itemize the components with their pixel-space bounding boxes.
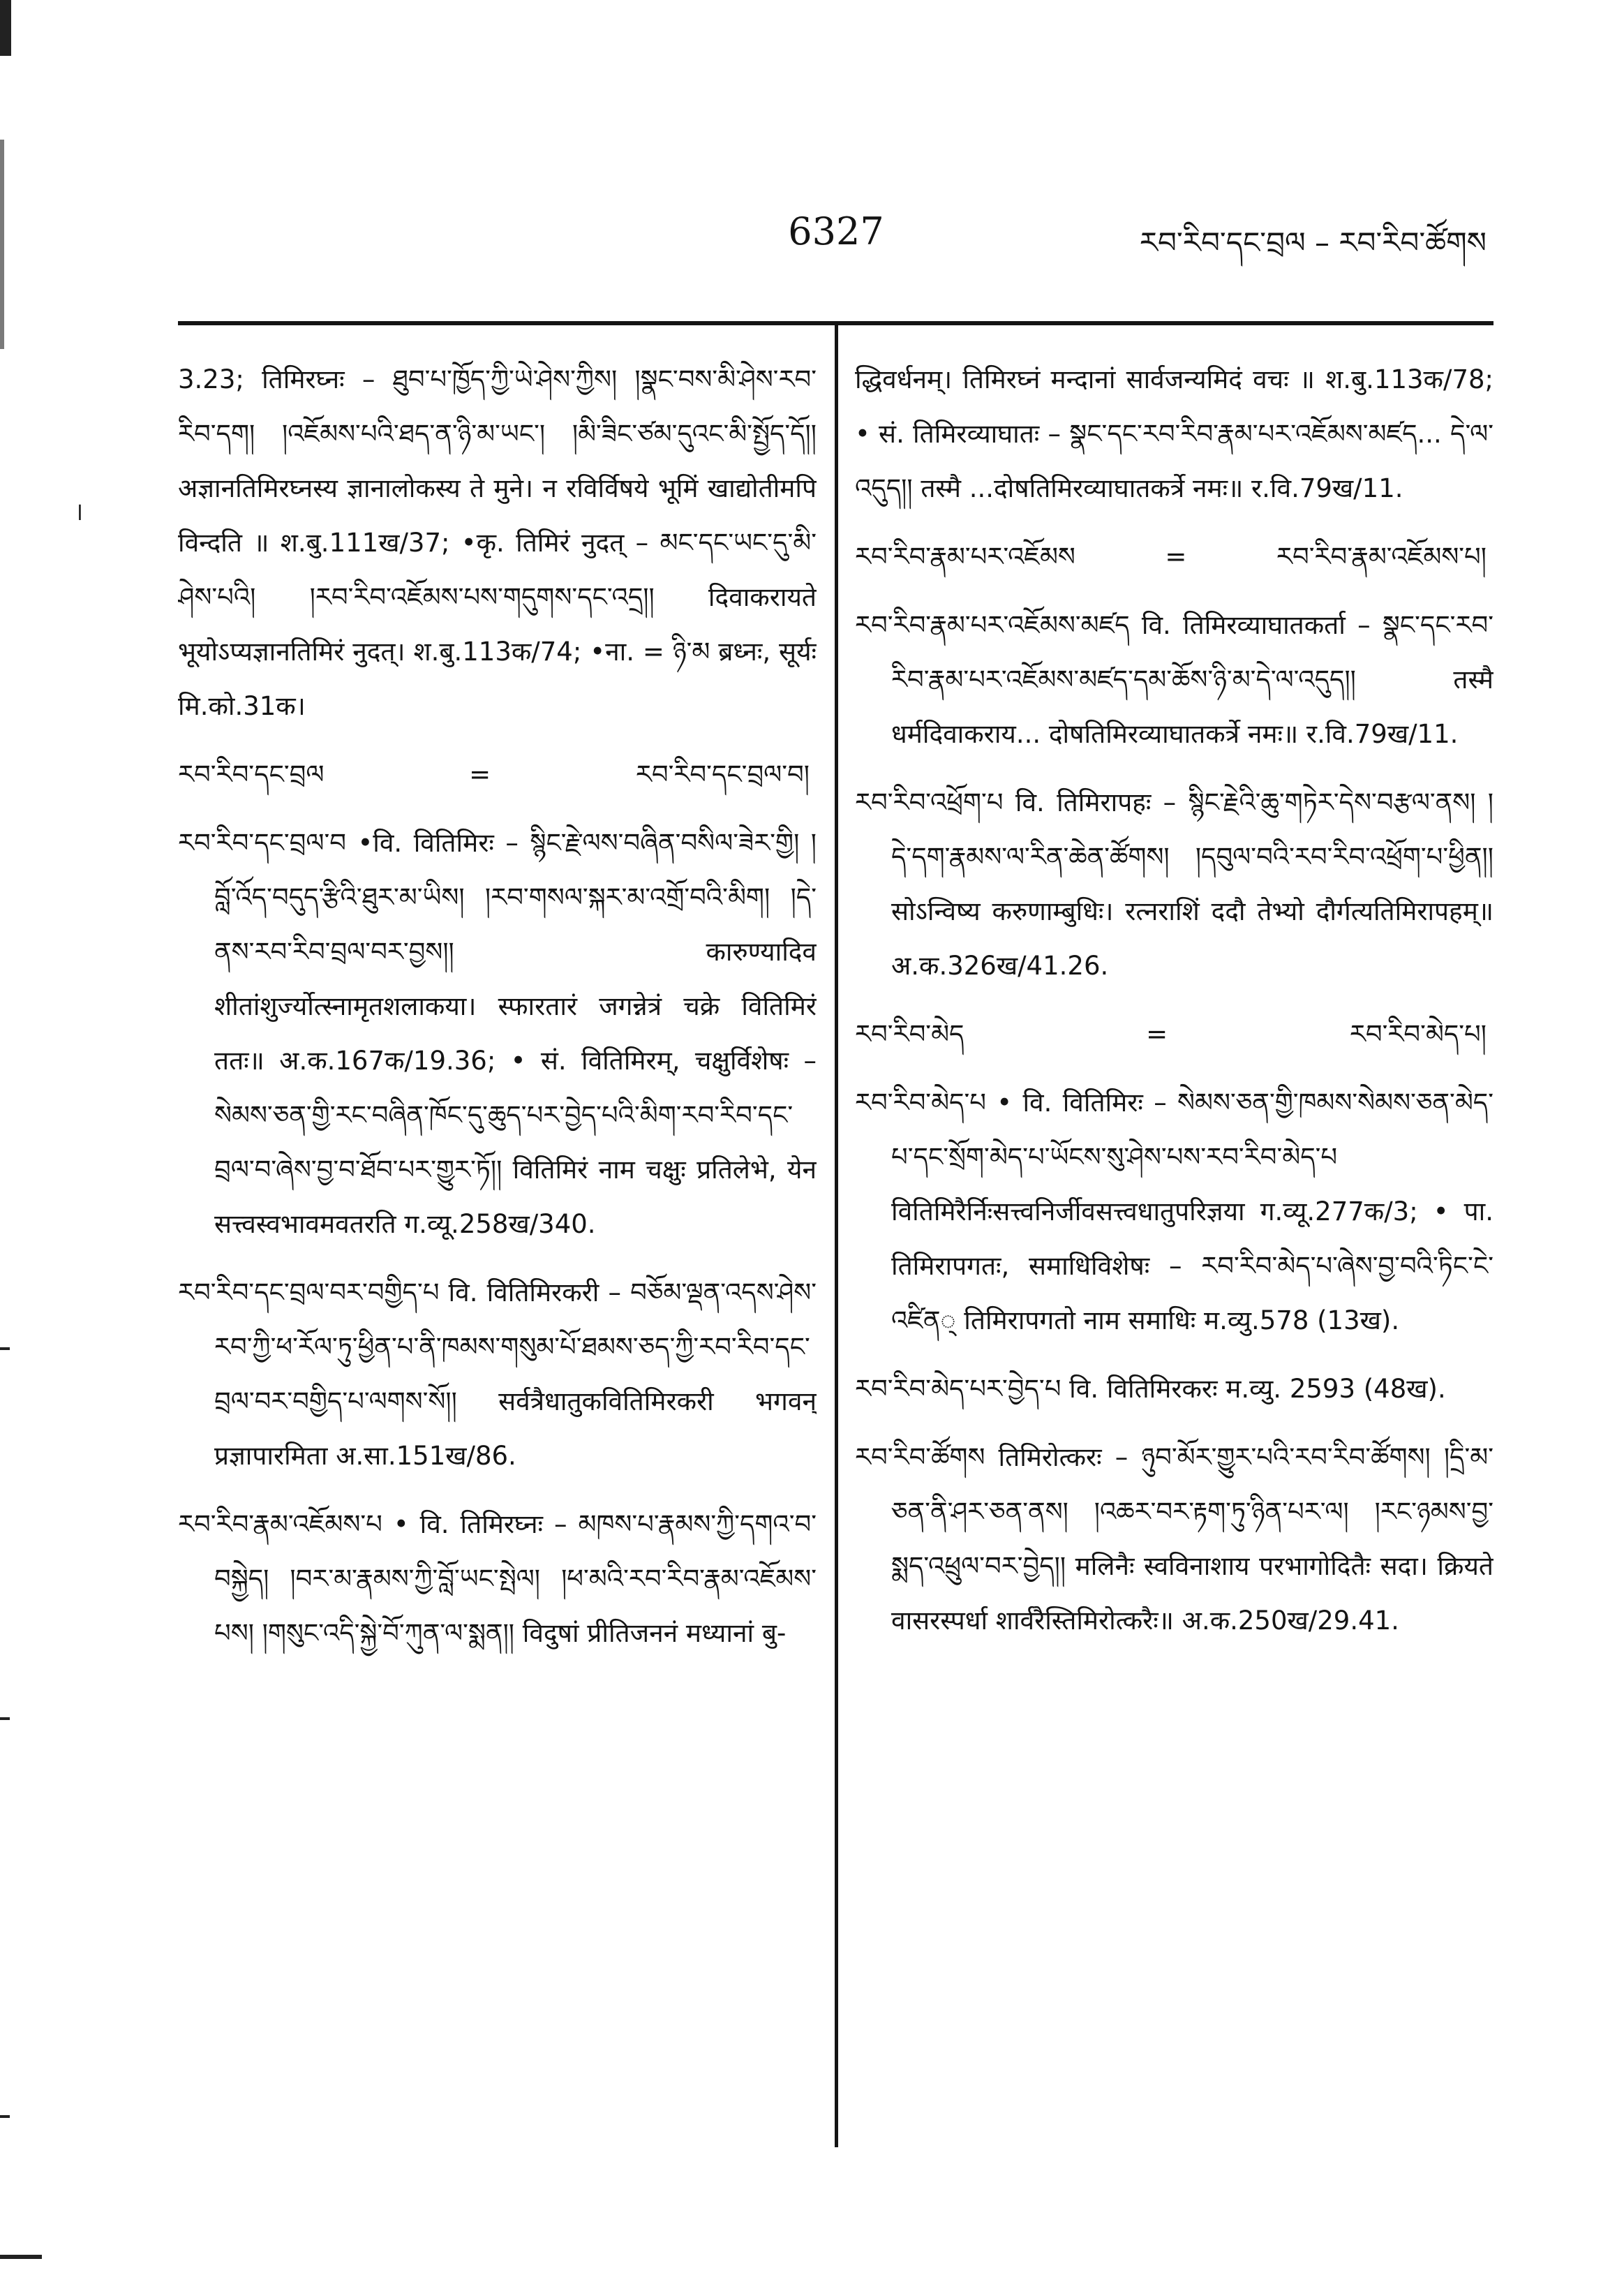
scan-edge-artifact (0, 1717, 10, 1720)
scan-edge-artifact (0, 140, 4, 349)
dictionary-entry: རབ་རིབ་མེད་པ • वि. वितिमिरः – སེམས་ཅན་གྱི་ཁམས་སེམས་ཅན་མེད་པ་དང་སྲོག་མེད་པ་ཡོངས་སུ་ཤེས་པས་རབ་རིབ་མེད་པ वितिमिरैर्निःसत्त्वनिर्जीवसत्त्वधातुपरिज्ञया ग.व्यू.277क/3; • पा. तिमिरापगतः, समाधिविशेषः – རབ་རིབ་མེད་པ་ཞེས་བྱ་བའི་ཏིང་ངེ་འཛིན् तिमिरापगतो नाम समाधिः म.व्यु.578 (13ख). (855, 1088, 1493, 1335)
headword: རབ་རིབ་དང་བྲལ (178, 759, 325, 790)
equals-sign: = (1146, 1019, 1168, 1049)
margin-mark: ׀ (77, 499, 83, 524)
dictionary-entry: རབ་རིབ་དང་བྲལ་བ •वि. वितिमिरः – སྙིང་རྗེ་ལས་བཞིན་བསིལ་ཟེར་གྱི། །བློ་འོད་བདུད་རྩིའི་ཐུར་མ་ཡིས། །རབ་གསལ་སྐར་མ་འགྲོ་བའི་མིག། །དེ་ནས་རབ་རིབ་བྲལ་བར་བྱས།། कारुण्यादिव शीतांशुर्ज्योत्स्नामृतशलाकया। स्फारतारं जगन्नेत्रं चक्रे वितिमिरं ततः॥ अ.क.167क/19.36; • सं. वितिमिरम्, चक्षुर्विशेषः – སེམས་ཅན་གྱི་རང་བཞིན་ཁོང་དུ་ཆུད་པར་བྱེད་པའི་མིག་རབ་རིབ་དང་བྲལ་བ་ཞེས་བྱ་བ་ཐོབ་པར་གྱུར་ཏོ།། वितिमिरं नाम चक्षुः प्रतिलेभे, येन सत्त्वस्वभावमवतरति ग.व्यू.258ख/340. (178, 828, 817, 1239)
column-divider (835, 325, 838, 2147)
cross-reference (178, 748, 817, 802)
headword: རབ་རིབ་རྣམ་པར་འཇོམས (855, 542, 1075, 572)
dictionary-entry: རབ་རིབ་འཕྲོག་པ वि. तिमिरापहः – སྙིང་རྗེའི་ཆུ་གཏེར་དེས་བརྩལ་ནས། །དེ་དག་རྣམས་ལ་རིན་ཆེན་ཚོགས། །དབུལ་བའི་རབ་རིབ་འཕྲོག་པ་ཕྱིན།། सोऽन्विष्य करुणाम्बुधिः। रत्नराशिं ददौ तेभ्यो दौर्गत्यतिमिरापहम्॥ अ.क.326ख/41.26. (855, 787, 1493, 981)
entry-continuation: द्धिवर्धनम्। तिमिरघ्नं मन्दानां सार्वजन्यमिदं वचः ॥ श.बु.113क/78; • सं. तिमिरव्याघातः – སྣང་དང་རབ་རིབ་རྣམ་པར་འཇོམས་མཛད... དེ་ལ་འདུད།། तस्मै ...दोषतिमिरव्याघातकर्त्रे नमः॥ र.वि.79ख/11. (855, 364, 1493, 503)
scan-edge-artifact (0, 2255, 42, 2259)
scan-edge-artifact (0, 2115, 10, 2118)
scan-edge-artifact (0, 0, 11, 56)
reference-target: རབ་རིབ་མེད་པ། (1349, 1019, 1487, 1049)
cross-reference (855, 1007, 1493, 1062)
reference-target: རབ་རིབ་དང་བྲལ་བ། (635, 759, 810, 790)
cross-reference (855, 530, 1493, 584)
dictionary-entry: རབ་རིབ་དང་བྲལ་བར་བགྱིད་པ वि. वितिमिरकरी – བཅོམ་ལྡན་འདས་ཤེས་རབ་ཀྱི་ཕ་རོལ་ཏུ་ཕྱིན་པ་ནི་ཁམས་གསུམ་པོ་ཐམས་ཅད་ཀྱི་རབ་རིབ་དང་བྲལ་བར་བགྱིད་པ་ལགས་སོ།། सर्वत्रैधातुकवितिमिरकरी भगवन् प्रज्ञापारमिता अ.सा.151ख/86. (178, 1277, 817, 1471)
dictionary-entry: རབ་རིབ་ཚོགས तिमिरोत्करः – ཉུབ་མོར་གྱུར་པའི་རབ་རིབ་ཚོགས། །དྲི་མ་ཅན་ནི་ཤར་ཅན་ནས། །འཆར་བར་རྟག་ཏུ་ཉིན་པར་ལ། །རང་ཉམས་བྱ་སྨད་འཕྲུལ་བར་བྱེད།། मलिनैः स्वविनाशाय परभागोदितैः सदा। क्रियते वासरस्पर्धा शार्वरैस्तिमिरोत्करैः॥ अ.क.250ख/29.41. (855, 1442, 1493, 1636)
entry-continuation: 3.23; तिमिरघ्नः – ཐུབ་པ་ཁྱོད་ཀྱི་ཡེ་ཤེས་ཀྱིས། །སྣང་བས་མི་ཤེས་རབ་རིབ་དག། །འཇོམས་པའི་ཐད་ན་ཉི་མ་ཡང་། །མི་ཟིང་ཙམ་དུའང་མི་སྤྱོད་དོ།། अज्ञानतिमिरघ्नस्य ज्ञानालोकस्य ते मुने। न रविर्विषये भूमिं खाद्योतीमपि विन्दति ॥ श.बु.111ख/37; •कृ. तिमिरं नुदत् – མང་དང་ཡང་དུ་མི་ཤེས་པའི། །རབ་རིབ་འཇོམས་པས་གདུགས་དང་འདྲ།། दिवाकरायते भूयोऽप्यज्ञानतिमिरं नुदत्। श.बु.113क/74; •ना. = ཉི་མ ब्रध्नः, सूर्यः मि.को.31क। (178, 364, 817, 721)
dictionary-entry: རབ་རིབ་རྣམ་འཇོམས་པ • वि. तिमिरघ्नः – མཁས་པ་རྣམས་ཀྱི་དགའ་བ་བསྐྱེད། །བར་མ་རྣམས་ཀྱི་བློ་ཡང་སྤེལ། །ཕ་མའི་རབ་རིབ་རྣམ་འཇོམས་པས། །གསུང་འདི་སྐྱེ་བོ་ཀུན་ལ་སྨན།། विदुषां प्रीतिजननं मध्यानां बु- (178, 1509, 817, 1648)
dictionary-entry: རབ་རིབ་མེད་པར་བྱེད་པ वि. वितिमिरकरः म.व्यु. 2593 (48ख). (855, 1374, 1446, 1404)
scan-edge-artifact (0, 1347, 10, 1350)
right-column (855, 353, 1493, 2156)
reference-target: རབ་རིབ་རྣམ་འཇོམས་པ། (1276, 542, 1487, 572)
headword: རབ་རིབ་མེད (855, 1019, 964, 1049)
page-number: 6327 (788, 209, 884, 253)
running-head: རབ་རིབ་དང་བྲལ – རབ་རིབ་ཚོགས (1139, 225, 1487, 260)
equals-sign: = (1165, 542, 1187, 572)
dictionary-entry: རབ་རིབ་རྣམ་པར་འཇོམས་མཛད वि. तिमिरव्याघातकर्ता – སྣང་དང་རབ་རིབ་རྣམ་པར་འཇོམས་མཛད་དམ་ཆོས་ཉི་མ་དེ་ལ་འདུད།། तस्मै धर्मदिवाकराय... दोषतिमिरव्याघातकर्त्रे नमः॥ र.वि.79ख/11. (855, 610, 1493, 749)
equals-sign: = (469, 759, 491, 790)
left-column (178, 353, 817, 2156)
